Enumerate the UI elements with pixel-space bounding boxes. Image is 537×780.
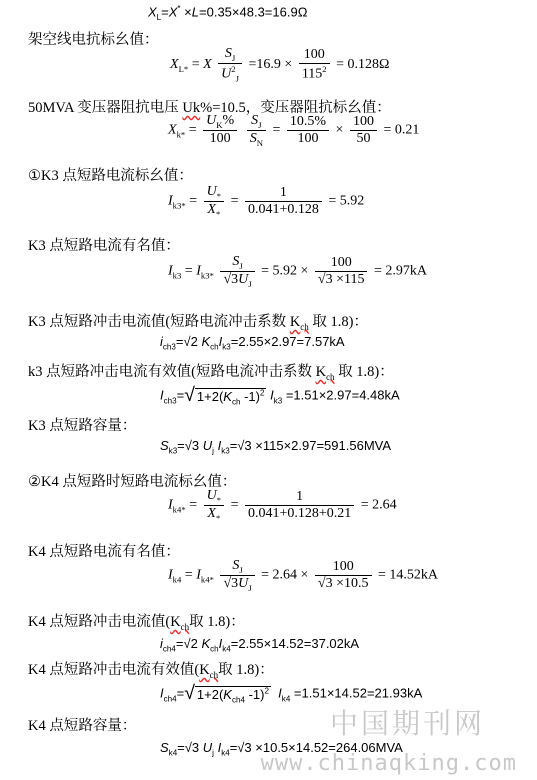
calc-k4-capacity-result: ×10.5×14.52=264.06MVA <box>255 740 403 755</box>
watermark-url-text: www.chinaqking.com <box>260 751 517 776</box>
equation-line-k4-pu: $I_{k4*}$ = $\frac{U_*}{X_*}$ = $\frac{1}{0.041+0.128+0.21}$ = 2.64 <box>168 488 397 523</box>
equation-line-k4-named: $I_{k4} = I_{k4*}$ $\frac{S_J}{√3U_J}$ = 2.64 × $\frac{100}{√3 \times 10.5}$ = 14.52kA <box>168 558 439 593</box>
calc-line-k4-capacity: $S_{k4}=√3$ $U_j$ $I_{k4}=√3 \times 10.5\times 14.52=264.06MVA$ <box>160 740 403 758</box>
equation-line-reactance-pu: $X_{L*} = X$ $\frac{S_J}{U^2_J}$ =16.9 × $\frac{100}{115^2}$ = 0.128Ω <box>170 46 390 84</box>
calc-line-k4-impulse-rms: $I_{ch4}=√$ $1+2(K_{ch4}$ -1)$^2$ $I_{k4} =1.51\times 14.52=21.93kA$ <box>160 682 423 705</box>
reactance-line: $X_L=X^* \times L=0.35\times 48.3=16.9\Omega$ <box>148 4 308 22</box>
equation-line-k3-named: $I_{k3} = I_{k3*}$ $\frac{S_J}{√3U_J}$ = 5.92 × $\frac{100}{√3 \times 115}$ = 2.97kA <box>168 254 427 289</box>
equation-line-transformer-pu: $X_{k*}$ = $\frac{U_K\%}{100}$ $\frac{S_J}{S_N}$ = $\frac{10.5\%}{100}$ × $\frac{100}{50}$ = 0.21 <box>168 113 420 148</box>
calc-k4-impulse-rms-result: =1.51×14.52=21.93kA <box>293 685 423 701</box>
equation-line-k3-pu: $I_{k3*}$ = $\frac{U_*}{X_*}$ = $\frac{1}{0.041+0.128}$ = 5.92 <box>168 184 365 219</box>
heading-line-k4-capacity: K4 点短路容量： <box>28 718 137 734</box>
calc-line-k4-impulse: $i_{ch4}=√2$ $K_{ch}I_{k4}=2.55\times 14.52=37.02kA$ <box>160 636 360 654</box>
heading-line-k4-impulse-rms: K4 点短路冲击电流有效值($K_{ch}$取 1.8)： <box>28 662 274 680</box>
calc-line-k3-impulse: $i_{ch3}=√2$ $K_{ch}I_{k3}=2.55\times 2.97=7.57kA$ <box>160 334 345 352</box>
heading-line-k4-named: K4 点短路电流有名值： <box>28 544 180 560</box>
calc-k4-impulse-result: =2.55×14.52=37.02kA <box>230 636 360 651</box>
heading-line-reactance-pu: 架空线电抗标幺值： <box>28 32 159 48</box>
heading-line-k4-pu: ②K4 点短路时短路电流标幺值： <box>28 474 237 490</box>
heading-line-k3-named: K3 点短路电流有名值： <box>28 238 180 254</box>
heading-line-k3-pu: ①K3 点短路电流标幺值： <box>28 168 193 184</box>
heading-line-k4-impulse: K4 点短路冲击电流值($K_{ch}$取 1.8)： <box>28 614 245 632</box>
watermark-cn-text: 中国期刊网 <box>329 707 485 740</box>
heading-line-k3-capacity: K3 点短路容量： <box>28 418 137 434</box>
calc-line-k3-impulse-rms: $I_{ch3}=√$ $1+2(K_{ch}$ -1)$^2$ $I_{k3} =1.51\times 2.97=4.48kA$ <box>160 384 400 407</box>
calc-line-k3-capacity: $S_{k3}=√3$ $U_j$ $I_{k3}=√3 \times 115\times 2.97=591.56MVA$ <box>160 438 392 456</box>
heading-line-transformer: 50MVA 变压器阻抗电压 Uk%=10.5，变压器阻抗标幺值： <box>28 100 391 116</box>
heading-line-k3-impulse: K3 点短路冲击电流值(短路电流冲击系数 $K_{ch}$ 取 1.8)： <box>28 314 368 332</box>
heading-line-k3-impulse-rms: k3 点短路冲击电流有效值(短路电流冲击系数 $K_{ch}$ 取 1.8)： <box>28 364 394 382</box>
